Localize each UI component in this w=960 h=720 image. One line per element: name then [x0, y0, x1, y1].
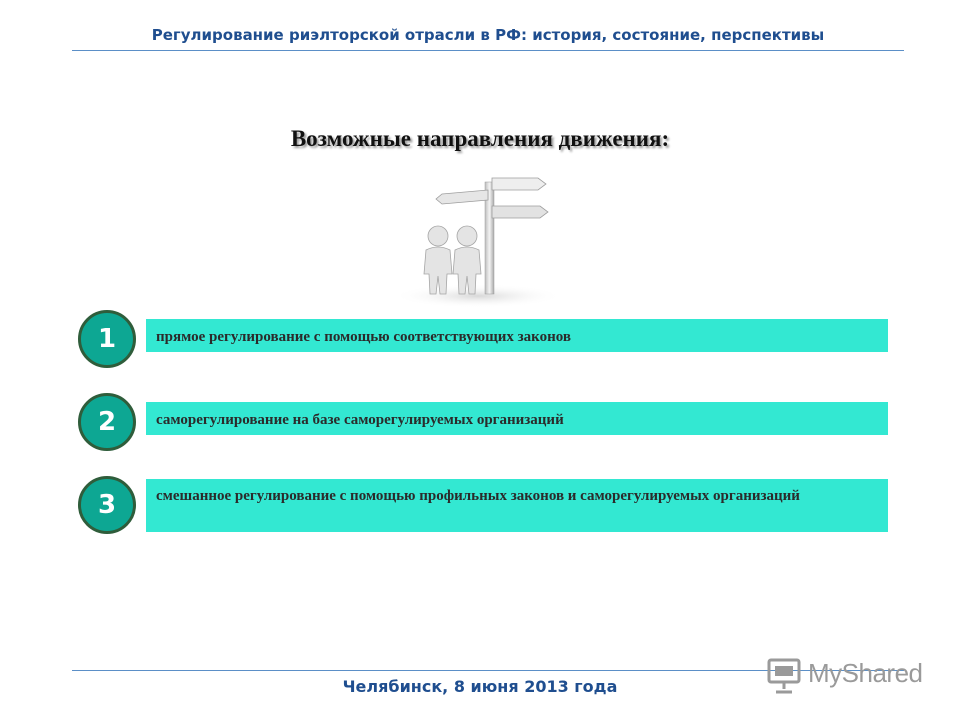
- item-text-bar: смешанное регулирование с помощью профильных законов и саморегулируемых организаций: [146, 479, 888, 532]
- header-divider: [72, 50, 904, 51]
- slide-heading: Возможные направления движения:: [290, 126, 670, 151]
- item-text-bar: прямое регулирование с помощью соответствующих законов: [146, 319, 888, 352]
- watermark: [766, 656, 936, 696]
- item-number-badge: 3: [78, 476, 136, 534]
- projector-icon: [766, 658, 802, 696]
- item-number-badge: 1: [78, 310, 136, 368]
- item-text-bar: саморегулирование на базе саморегулируемых организаций: [146, 402, 888, 435]
- signpost-figures-illustration: [390, 168, 570, 308]
- footer-text: Челябинск, 8 июня 2013 года: [342, 677, 618, 696]
- header-title: Регулирование риэлторской отрасли в РФ: история, состояние, перспективы: [151, 26, 825, 44]
- watermark-text: MyShared: [808, 658, 923, 688]
- item-number-badge: 2: [78, 393, 136, 451]
